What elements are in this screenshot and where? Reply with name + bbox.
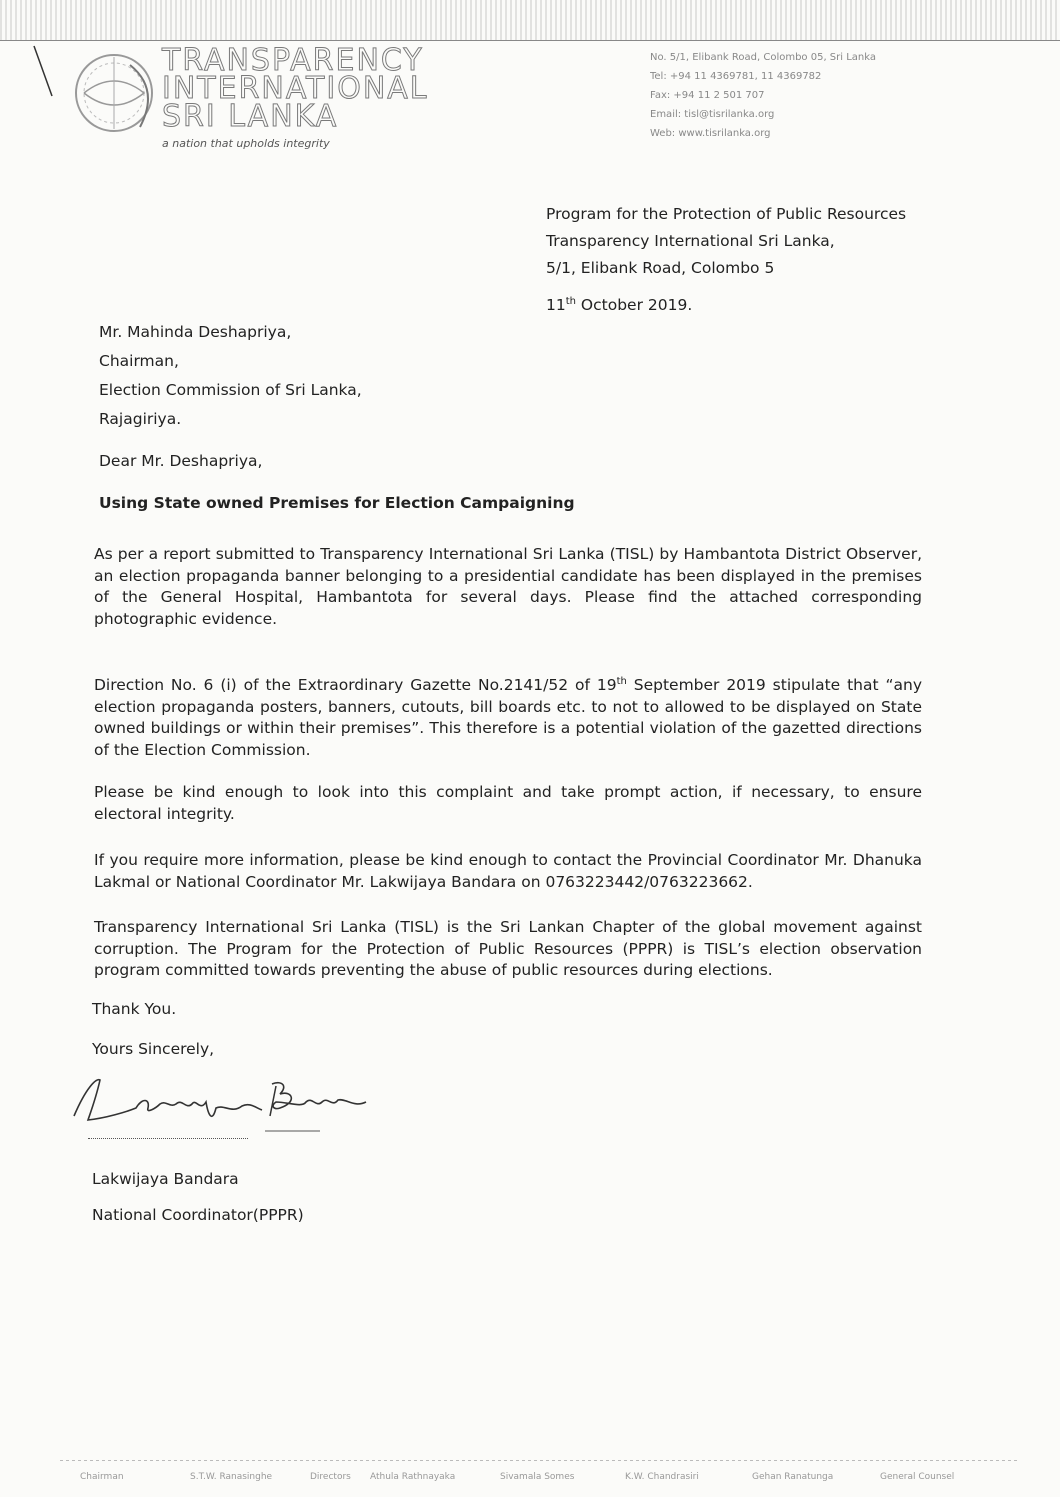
footer-name-7: Gehan Ranatunga: [752, 1472, 834, 1482]
signature-underline-mark: [265, 1128, 325, 1134]
header-rule: [0, 40, 1060, 41]
footer-name-8: General Counsel: [880, 1472, 955, 1482]
logo-line-1: TRANSPARENCY: [162, 43, 424, 78]
footer-name-6: K.W. Chandrasiri: [625, 1472, 699, 1482]
footer-name-4: Athula Rathnayaka: [370, 1472, 456, 1482]
letterhead-logo: [70, 45, 430, 155]
footer-name-1: Chairman: [80, 1472, 124, 1482]
paragraph-gazette: [94, 671, 922, 761]
subject-line: Using State owned Premises for Election Campaigning: [99, 494, 575, 512]
footer-name-3: Directors: [310, 1472, 351, 1482]
paragraph-request: Please be kind enough to look into this complaint and take prompt action, if necessary, to ensure electoral integrity.: [94, 783, 922, 823]
addressee-block: [99, 318, 362, 434]
addressee-name: Mr. Mahinda Deshapriya,: [99, 323, 292, 341]
addressee-organization: Election Commission of Sri Lanka,: [99, 381, 362, 399]
date-suffix: th: [565, 296, 576, 307]
scan-header-noise: [0, 0, 1060, 40]
salutation: Dear Mr. Deshapriya,: [99, 452, 263, 470]
footer-name-2: S.T.W. Ranasinghe: [190, 1472, 273, 1482]
addressee-title: Chairman,: [99, 352, 179, 370]
date-rest: October 2019.: [576, 296, 693, 315]
handwritten-signature: [66, 1068, 386, 1140]
contact-telephone: Tel: +94 11 4369781, 11 4369782: [650, 71, 822, 82]
scan-mark: [30, 44, 60, 104]
paragraph-report: As per a report submitted to Transparency International Sri Lanka (TISL) by Hambantota District Observer, an election propaganda banner belonging to a presidential candidate has been displayed in the premises of the General Hospital, Hambantota for several days. Please find the attached corresponding photographic evidence.: [94, 545, 922, 628]
sender-line-1: Program for the Protection of Public Resources: [546, 205, 907, 223]
gazette-text-a: Direction No. 6 (i) of the Extraordinary Gazette No.2141/52 of 19: [94, 676, 617, 695]
logo-line-3: SRI LANKA: [162, 99, 339, 134]
closing-sign-off: Yours Sincerely,: [92, 1040, 215, 1058]
letter-date: [546, 296, 692, 314]
footer-names: [0, 1472, 1060, 1492]
footer-rule: [60, 1460, 1020, 1461]
contact-web: Web: www.tisrilanka.org: [650, 128, 771, 139]
globe-emblem-icon: [70, 49, 160, 139]
logo-line-2: INTERNATIONAL: [162, 71, 429, 106]
logo-tagline: a nation that upholds integrity: [162, 137, 330, 150]
sender-line-2: Transparency International Sri Lanka,: [546, 232, 835, 250]
contact-address: No. 5/1, Elibank Road, Colombo 05, Sri Lanka: [650, 52, 877, 63]
closing-thanks: Thank You.: [92, 1000, 177, 1018]
signatory-name: Lakwijaya Bandara: [92, 1170, 239, 1188]
sender-address: [546, 201, 906, 282]
paragraph-about-tisl: Transparency International Sri Lanka (TISL) is the Sri Lankan Chapter of the global movement against corruption. The Program for the Protection of Public Resources (PPPR) is TISL’s election observation program committed towards preventing the abuse of public resources during elections.: [94, 918, 922, 979]
sender-line-3: 5/1, Elibank Road, Colombo 5: [546, 259, 775, 277]
contact-email: Email: tisl@tisrilanka.org: [650, 109, 775, 120]
footer-name-5: Sivamala Somes: [500, 1472, 575, 1482]
signature-line: [88, 1138, 248, 1139]
date-day: 11: [546, 296, 566, 315]
gazette-sup: th: [616, 676, 627, 687]
contact-fax: Fax: +94 11 2 501 707: [650, 90, 765, 101]
letterhead-contact: [650, 48, 980, 143]
addressee-city: Rajagiriya.: [99, 410, 182, 428]
paragraph-contact: If you require more information, please be kind enough to contact the Provincial Coordinator Mr. Dhanuka Lakmal or National Coordinator Mr. Lakwijaya Bandara on 0763223442/0763223662.: [94, 851, 922, 891]
gazette-text-b: September 2019 stipulate that “any election propaganda posters, banners, cutouts, bill boards etc. to not to allowed to be displayed on State owned buildings or within their premises”. This therefore is a potential violation of the gazetted directions of the Election Commission.: [94, 676, 923, 759]
signatory-title: National Coordinator(PPPR): [92, 1206, 304, 1224]
